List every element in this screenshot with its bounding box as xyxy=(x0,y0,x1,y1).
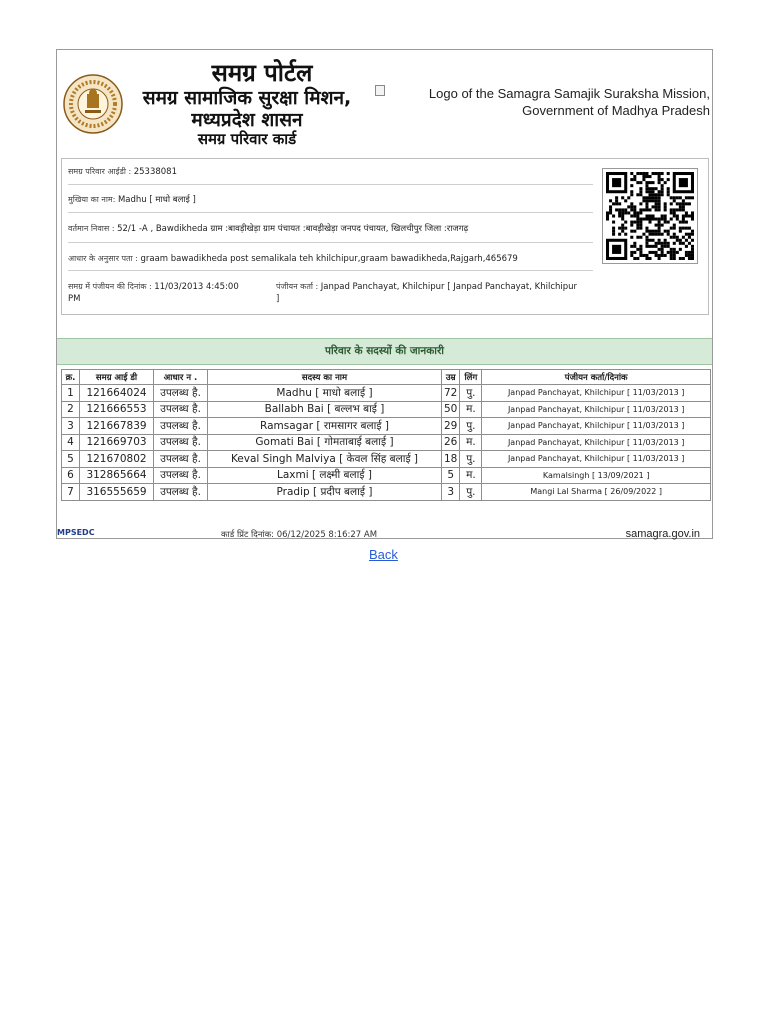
back-link[interactable]: Back xyxy=(369,547,398,562)
qr-code xyxy=(602,168,698,264)
registration-row xyxy=(68,271,593,311)
aadhaar-address-value: graam bawadikheda post semalikala teh khilchipur,graam bawadikheda,Rajgarh,465679 xyxy=(140,254,518,264)
members-table-header xyxy=(62,370,711,385)
col-gender: लिंग xyxy=(460,370,482,385)
cell-age: 50 xyxy=(442,401,460,418)
cell-aadhaar: उपलब्ध है. xyxy=(154,418,208,435)
cell-registrar-date: Janpad Panchayat, Khilchipur [ 11/03/2013 ] xyxy=(482,385,711,402)
reg-date-label: समग्र में पंजीयन की दिनांक : xyxy=(68,282,152,291)
cell-samagra-id: 121667839 xyxy=(80,418,154,435)
mpsedc-logo: MPSEDC xyxy=(57,528,95,537)
cell-serial: 2 xyxy=(62,401,80,418)
cell-age: 29 xyxy=(442,418,460,435)
head-name-value: Madhu [ माधो बलाई ] xyxy=(117,195,196,205)
portal-title: समग्र पोर्टल xyxy=(211,59,313,87)
cell-registrar-date: Janpad Panchayat, Khilchipur [ 11/03/2013 ] xyxy=(482,434,711,451)
cell-member-name: Pradip [ प्रदीप बलाई ] xyxy=(208,484,442,501)
table-row xyxy=(62,434,711,451)
registrar-block xyxy=(276,281,594,305)
col-serial: क्र. xyxy=(62,370,80,385)
cell-serial: 6 xyxy=(62,467,80,484)
cell-aadhaar: उपलब्ध है. xyxy=(154,434,208,451)
cell-samagra-id: 121669703 xyxy=(80,434,154,451)
cell-serial: 4 xyxy=(62,434,80,451)
cell-samagra-id: 121664024 xyxy=(80,385,154,402)
family-id-row xyxy=(68,159,593,185)
logo-alt-line1: Logo of the Samagra Samajik Suraksha Mission, xyxy=(428,86,710,101)
table-row xyxy=(62,401,711,418)
reg-date-value-ampm: PM xyxy=(68,294,81,304)
cell-samagra-id: 312865664 xyxy=(80,467,154,484)
cell-gender: म. xyxy=(460,434,482,451)
table-row xyxy=(62,385,711,402)
cell-age: 3 xyxy=(442,484,460,501)
mission-logo-alt-text xyxy=(397,85,710,119)
cell-serial: 3 xyxy=(62,418,80,435)
address-value: 52/1 -A , Bawdikheda ग्राम :बावड़ीखेड़ा ग्राम पंचायत :बावड़ीखेड़ा जनपद पंचायत, खिलचीपुर जिला :राजगढ़ xyxy=(117,224,469,234)
col-registrar-date: पंजीयन कर्ता/दिनांक xyxy=(482,370,711,385)
table-row xyxy=(62,467,711,484)
col-aadhaar: आधार न . xyxy=(154,370,208,385)
cell-serial: 7 xyxy=(62,484,80,501)
cell-aadhaar: उपलब्ध है. xyxy=(154,484,208,501)
address-row xyxy=(68,213,593,243)
logo-alt-line2: Government of Madhya Pradesh xyxy=(522,103,710,118)
cell-gender: पु. xyxy=(460,451,482,468)
cell-age: 72 xyxy=(442,385,460,402)
mission-name-line1: समग्र सामाजिक सुरक्षा मिशन, xyxy=(142,87,352,109)
cell-member-name: Madhu [ माधो बलाई ] xyxy=(208,385,442,402)
aadhaar-address-row xyxy=(68,243,593,271)
reg-date-value: 11/03/2013 4:45:00 xyxy=(154,282,239,292)
cell-samagra-id: 316555659 xyxy=(80,484,154,501)
mission-name-line2: मध्यप्रदेश शासन xyxy=(191,109,303,131)
cell-member-name: Ballabh Bai [ बल्लभ बाई ] xyxy=(208,401,442,418)
cell-registrar-date: Kamalsingh [ 13/09/2021 ] xyxy=(482,467,711,484)
reg-date-block xyxy=(68,281,268,305)
cell-member-name: Ramsagar [ रामसागर बलाई ] xyxy=(208,418,442,435)
cell-registrar-date: Janpad Panchayat, Khilchipur [ 11/03/2013 ] xyxy=(482,418,711,435)
cell-samagra-id: 121666553 xyxy=(80,401,154,418)
head-row xyxy=(68,185,593,213)
aadhaar-address-label: आधार के अनुसार पता : xyxy=(68,254,138,263)
cell-age: 5 xyxy=(442,467,460,484)
site-url: samagra.gov.in xyxy=(625,528,700,540)
members-table xyxy=(61,369,711,501)
cell-gender: म. xyxy=(460,401,482,418)
cell-aadhaar: उपलब्ध है. xyxy=(154,451,208,468)
cell-member-name: Gomati Bai [ गोमताबाई बलाई ] xyxy=(208,434,442,451)
cell-age: 18 xyxy=(442,451,460,468)
print-date-label: कार्ड प्रिंट दिनांक: xyxy=(221,530,275,540)
members-section-title: परिवार के सदस्यों की जानकारी xyxy=(57,338,712,365)
registrar-value-end: ] xyxy=(276,294,280,304)
broken-image-icon xyxy=(375,85,385,96)
address-label: वर्तमान निवास : xyxy=(68,224,115,233)
cell-serial: 1 xyxy=(62,385,80,402)
cell-serial: 5 xyxy=(62,451,80,468)
cell-aadhaar: उपलब्ध है. xyxy=(154,467,208,484)
family-info-box xyxy=(61,158,709,315)
cell-aadhaar: उपलब्ध है. xyxy=(154,401,208,418)
cell-gender: पु. xyxy=(460,385,482,402)
table-row xyxy=(62,451,711,468)
registrar-label: पंजीयन कर्ता : xyxy=(276,282,319,291)
cell-registrar-date: Mangi Lal Sharma [ 26/09/2022 ] xyxy=(482,484,711,501)
card-title: समग्र परिवार कार्ड xyxy=(197,130,297,148)
cell-gender: म. xyxy=(460,467,482,484)
registrar-value: Janpad Panchayat, Khilchipur [ Janpad Panchayat, Khilchipur xyxy=(320,282,578,292)
col-member-name: सदस्य का नाम xyxy=(208,370,442,385)
print-date-value: 06/12/2025 8:16:27 AM xyxy=(276,530,378,540)
cell-aadhaar: उपलब्ध है. xyxy=(154,385,208,402)
qr-code-icon xyxy=(606,172,694,260)
samagra-family-card xyxy=(56,49,713,539)
head-label: मुखिया का नाम: xyxy=(68,195,116,204)
family-id-label: समग्र परिवार आईडी : xyxy=(68,167,132,176)
cell-samagra-id: 121670802 xyxy=(80,451,154,468)
cell-registrar-date: Janpad Panchayat, Khilchipur [ 11/03/2013 ] xyxy=(482,401,711,418)
col-age: उम्र xyxy=(442,370,460,385)
col-samagra-id: समग्र आई डी xyxy=(80,370,154,385)
cell-member-name: Keval Singh Malviya [ केवल सिंह बलाई ] xyxy=(208,451,442,468)
cell-member-name: Laxmi [ लक्ष्मी बलाई ] xyxy=(208,467,442,484)
cell-registrar-date: Janpad Panchayat, Khilchipur [ 11/03/2013 ] xyxy=(482,451,711,468)
family-id-value: 25338081 xyxy=(133,167,177,177)
table-row xyxy=(62,418,711,435)
cell-gender: पु. xyxy=(460,418,482,435)
table-row xyxy=(62,484,711,501)
cell-age: 26 xyxy=(442,434,460,451)
cell-gender: पु. xyxy=(460,484,482,501)
print-date xyxy=(221,529,377,540)
